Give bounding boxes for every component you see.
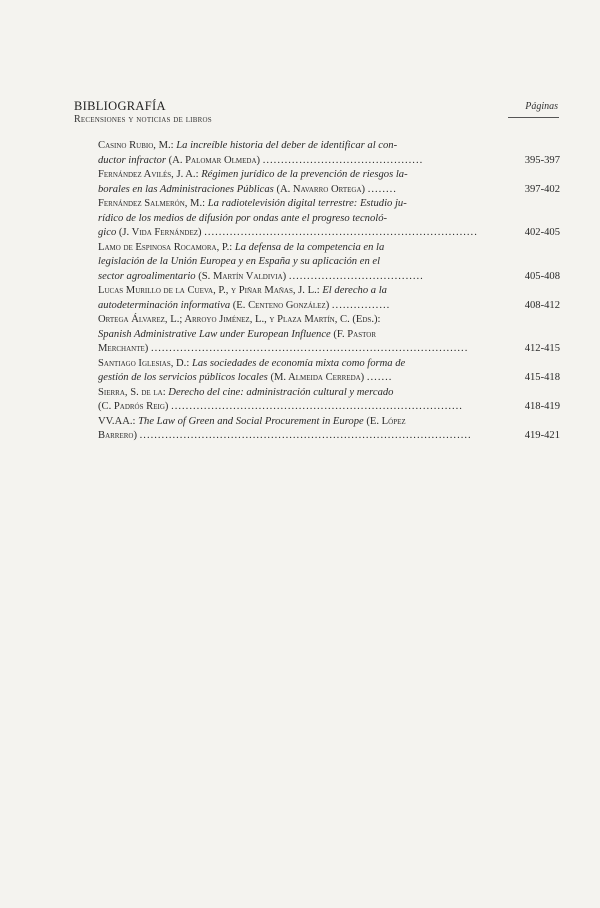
entry-author: Santiago Iglesias, D.: (98, 357, 190, 369)
entry-reviewer: (M. Almeida Cerreda) (270, 372, 365, 383)
entry-title: Las sociedades de economía mixta como forma de (191, 357, 406, 369)
bibliography-entry (98, 197, 560, 241)
entry-title: ductor infractor (98, 154, 166, 166)
entry-title: Spanish Administrative Law under European Influence (98, 328, 331, 340)
entry-reviewer: Barrero) (98, 430, 137, 441)
citation-line (98, 429, 493, 444)
dot-leader: ........................................................................... (204, 227, 478, 238)
entry-citation (98, 284, 493, 313)
entry-author: Fernández Salmerón, M.: (98, 198, 206, 209)
entry-title: rídico de los medios de difusión por ondas ante el progreso tecnoló- (98, 212, 388, 224)
entry-author: Lucas Murillo de la Cueva, P., y Piñar Mañas, J. L.: (98, 285, 320, 296)
entry-title: La defensa de la competencia en la (234, 241, 385, 253)
citation-line (98, 154, 493, 169)
citation-line (98, 183, 493, 198)
entry-title: El derecho a la (322, 285, 387, 296)
entry-page-range: 412-415 (524, 343, 560, 354)
entry-title: The Law of Green and Social Procurement in Europe (138, 415, 364, 427)
entry-title: sector agroalimentario (98, 270, 196, 282)
bibliography-entry (98, 168, 560, 197)
dot-leader: ........................................................................................... (139, 430, 472, 441)
bibliography-entry (98, 357, 560, 386)
citation-line (98, 212, 493, 227)
entry-page-range: 418-419 (524, 401, 560, 412)
entry-reviewer: (E. Centeno González) (232, 299, 330, 311)
entry-page-range: 405-408 (524, 270, 560, 282)
citation-line (98, 386, 493, 401)
citation-line (98, 313, 493, 328)
entry-title: Derecho del cine: administración cultural y mercado (168, 386, 394, 398)
entry-title: autodeterminación informativa (98, 299, 231, 311)
entry-author: Lamo de Espinosa Rocamora, P.: (98, 241, 233, 253)
entry-reviewer: (E. López (366, 415, 406, 427)
entry-author: Casino Rubio, M.: (98, 140, 174, 151)
entry-citation (98, 415, 493, 444)
entry-citation (98, 139, 493, 168)
dot-leader: ..................................... (288, 270, 424, 282)
citation-line (98, 371, 493, 386)
entry-title: La radiotelevisión digital terrestre: Estudio ju- (207, 198, 407, 209)
citation-line (98, 328, 493, 343)
entry-page-range: 397-402 (524, 183, 560, 195)
entry-title: Régimen jurídico de la prevención de riesgos la- (201, 169, 408, 180)
entry-author: Fernández Avilés, J. A.: (98, 169, 199, 180)
entry-reviewer: (J. Vida Fernández) (118, 227, 202, 238)
entry-title: borales en las Administraciones Públicas (98, 183, 274, 195)
bibliography-entry (98, 386, 560, 415)
bibliography-list (98, 139, 560, 444)
citation-line (98, 342, 493, 357)
entry-reviewer: (F. Pastor (333, 328, 376, 340)
bibliography-entry (98, 139, 560, 168)
citation-line (98, 197, 493, 212)
entry-reviewer: (C. Padrós Reig) (98, 401, 169, 412)
entry-title: gico (98, 227, 117, 238)
entry-citation (98, 197, 493, 241)
citation-line (98, 400, 493, 415)
section-title: BIBLIOGRAFÍA (74, 99, 166, 113)
entry-citation (98, 241, 493, 285)
bibliography-entry (98, 241, 560, 285)
entry-page-range: 415-418 (524, 372, 560, 383)
entry-page-range: 419-421 (524, 430, 560, 441)
dot-leader: ............................................ (262, 154, 424, 166)
entry-page-range: 395-397 (524, 154, 560, 166)
entry-author: Sierra, S. de la: (98, 386, 166, 398)
pages-header-rule (508, 117, 559, 118)
citation-line (98, 284, 493, 299)
citation-line (98, 255, 493, 270)
entry-citation (98, 168, 493, 197)
entry-citation (98, 313, 493, 357)
entry-title: legislación de la Unión Europea y en España y su aplicación en el (98, 256, 381, 267)
entry-page-range: 408-412 (524, 299, 560, 311)
bibliography-entry (98, 415, 560, 444)
dot-leader: ....................................................................................... (150, 343, 469, 354)
entry-citation (98, 386, 493, 415)
bibliography-entry (98, 313, 560, 357)
citation-line (98, 415, 493, 430)
entry-reviewer: (A. Navarro Ortega) (276, 183, 366, 195)
entry-title: gestión de los servicios públicos locales (98, 372, 268, 383)
dot-leader: ........ (367, 183, 397, 195)
entry-author: VV.AA.: (98, 415, 136, 427)
entry-citation (98, 357, 493, 386)
entry-reviewer: (S. Martín Valdivia) (198, 270, 287, 282)
dot-leader: ................................................................................ (171, 401, 463, 412)
entry-author: Ortega Álvarez, L.; Arroyo Jiménez, L., y Plaza Martín, C. (Eds.): (98, 314, 381, 325)
citation-line (98, 226, 493, 241)
pages-column-header: Páginas (525, 101, 558, 112)
entry-title: La increíble historia del deber de identificar al con- (176, 140, 398, 151)
citation-line (98, 241, 493, 256)
section-subtitle: Recensiones y noticias de libros (74, 114, 212, 125)
citation-line (98, 299, 493, 314)
dot-leader: ....... (366, 372, 393, 383)
entry-page-range: 402-405 (524, 227, 560, 238)
citation-line (98, 168, 493, 183)
entry-reviewer: Merchante) (98, 343, 149, 354)
bibliography-entry (98, 284, 560, 313)
dot-leader: ................ (331, 299, 391, 311)
entry-reviewer: (A. Palomar Olmeda) (168, 154, 261, 166)
citation-line (98, 357, 493, 372)
citation-line (98, 270, 493, 285)
citation-line (98, 139, 493, 154)
